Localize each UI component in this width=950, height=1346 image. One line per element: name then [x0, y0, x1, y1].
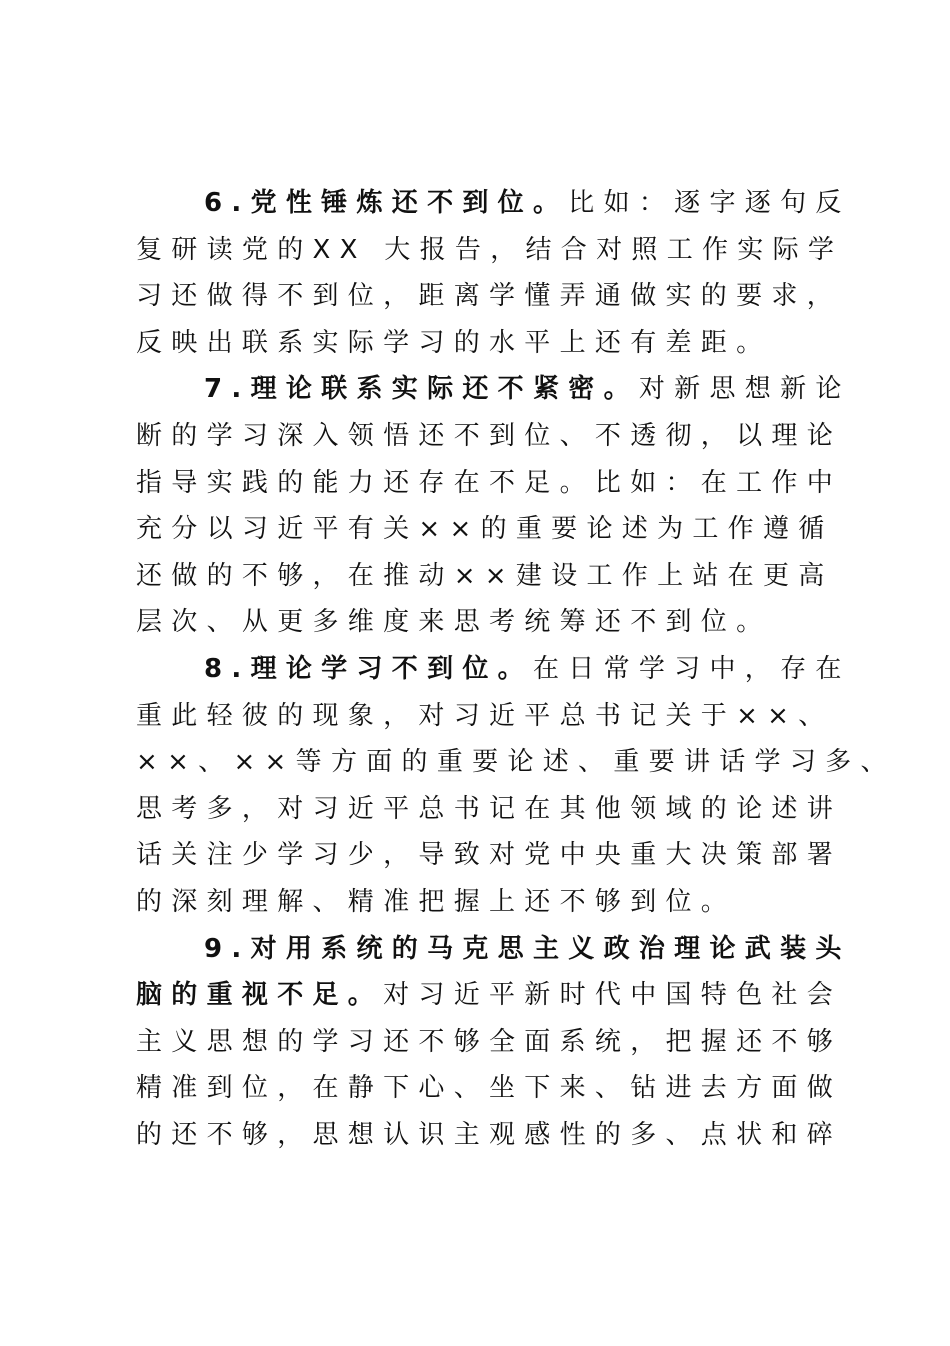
paragraph-line: 的还不够，思想认识主观感性的多、点状和碎: [136, 1119, 843, 1150]
section-heading: 6.党性锤炼还不到位。: [204, 188, 569, 218]
paragraph-text: 比如：逐字逐句反: [568, 188, 851, 218]
paragraph-line: 层次、从更多维度来思考统筹还不到位。: [136, 607, 772, 638]
paragraph-text: 对新思想新论: [638, 374, 851, 405]
paragraph-line: 还做的不够，在推动××建设工作上站在更高: [136, 560, 834, 591]
paragraph-line: 重此轻彼的现象，对习近平总书记关于××、: [136, 700, 834, 731]
section-heading: 7.理论联系实际还不紧密。: [204, 374, 639, 405]
paragraph-line: [136, 366, 851, 413]
section-heading: 脑的重视不足。: [136, 980, 384, 1011]
paragraph-line: [136, 646, 851, 693]
paragraph-line: [136, 180, 851, 227]
paragraph-line: 习还做得不到位，距离学懂弄通做实的要求，: [136, 281, 843, 312]
paragraph-line: ××、××等方面的重要论述、重要讲话学习多、: [136, 747, 896, 778]
section-heading: 8.理论学习不到位。: [204, 653, 533, 684]
paragraph-line: 指导实践的能力还存在不足。比如：在工作中: [136, 467, 843, 498]
paragraph-line: 反映出联系实际学习的水平上还有差距。: [136, 327, 772, 358]
paragraph-line: 精准到位，在静下心、坐下来、钻进去方面做: [136, 1073, 843, 1104]
paragraph-line: 思考多，对习近平总书记在其他领域的论述讲: [136, 793, 843, 824]
paragraph-line: [136, 972, 843, 1019]
section-heading: 9.对用系统的马克思主义政治理论武装头: [204, 933, 851, 964]
document-body: [136, 180, 896, 1158]
paragraph-line: 复研读党的XX 大报告，结合对照工作实际学: [136, 234, 844, 265]
paragraph-line: 断的学习深入领悟还不到位、不透彻，以理论: [136, 420, 843, 451]
paragraph-text: 在日常学习中，存在: [532, 653, 851, 684]
paragraph-line: 话关注少学习少，导致对党中央重大决策部署: [136, 840, 843, 871]
paragraph-line: 的深刻理解、精准把握上还不够到位。: [136, 886, 737, 917]
paragraph-text: 对习近平新时代中国特色社会: [383, 980, 843, 1011]
paragraph-line: 充分以习近平有关××的重要论述为工作遵循: [136, 514, 834, 545]
paragraph-line: 主义思想的学习还不够全面系统，把握还不够: [136, 1026, 843, 1057]
